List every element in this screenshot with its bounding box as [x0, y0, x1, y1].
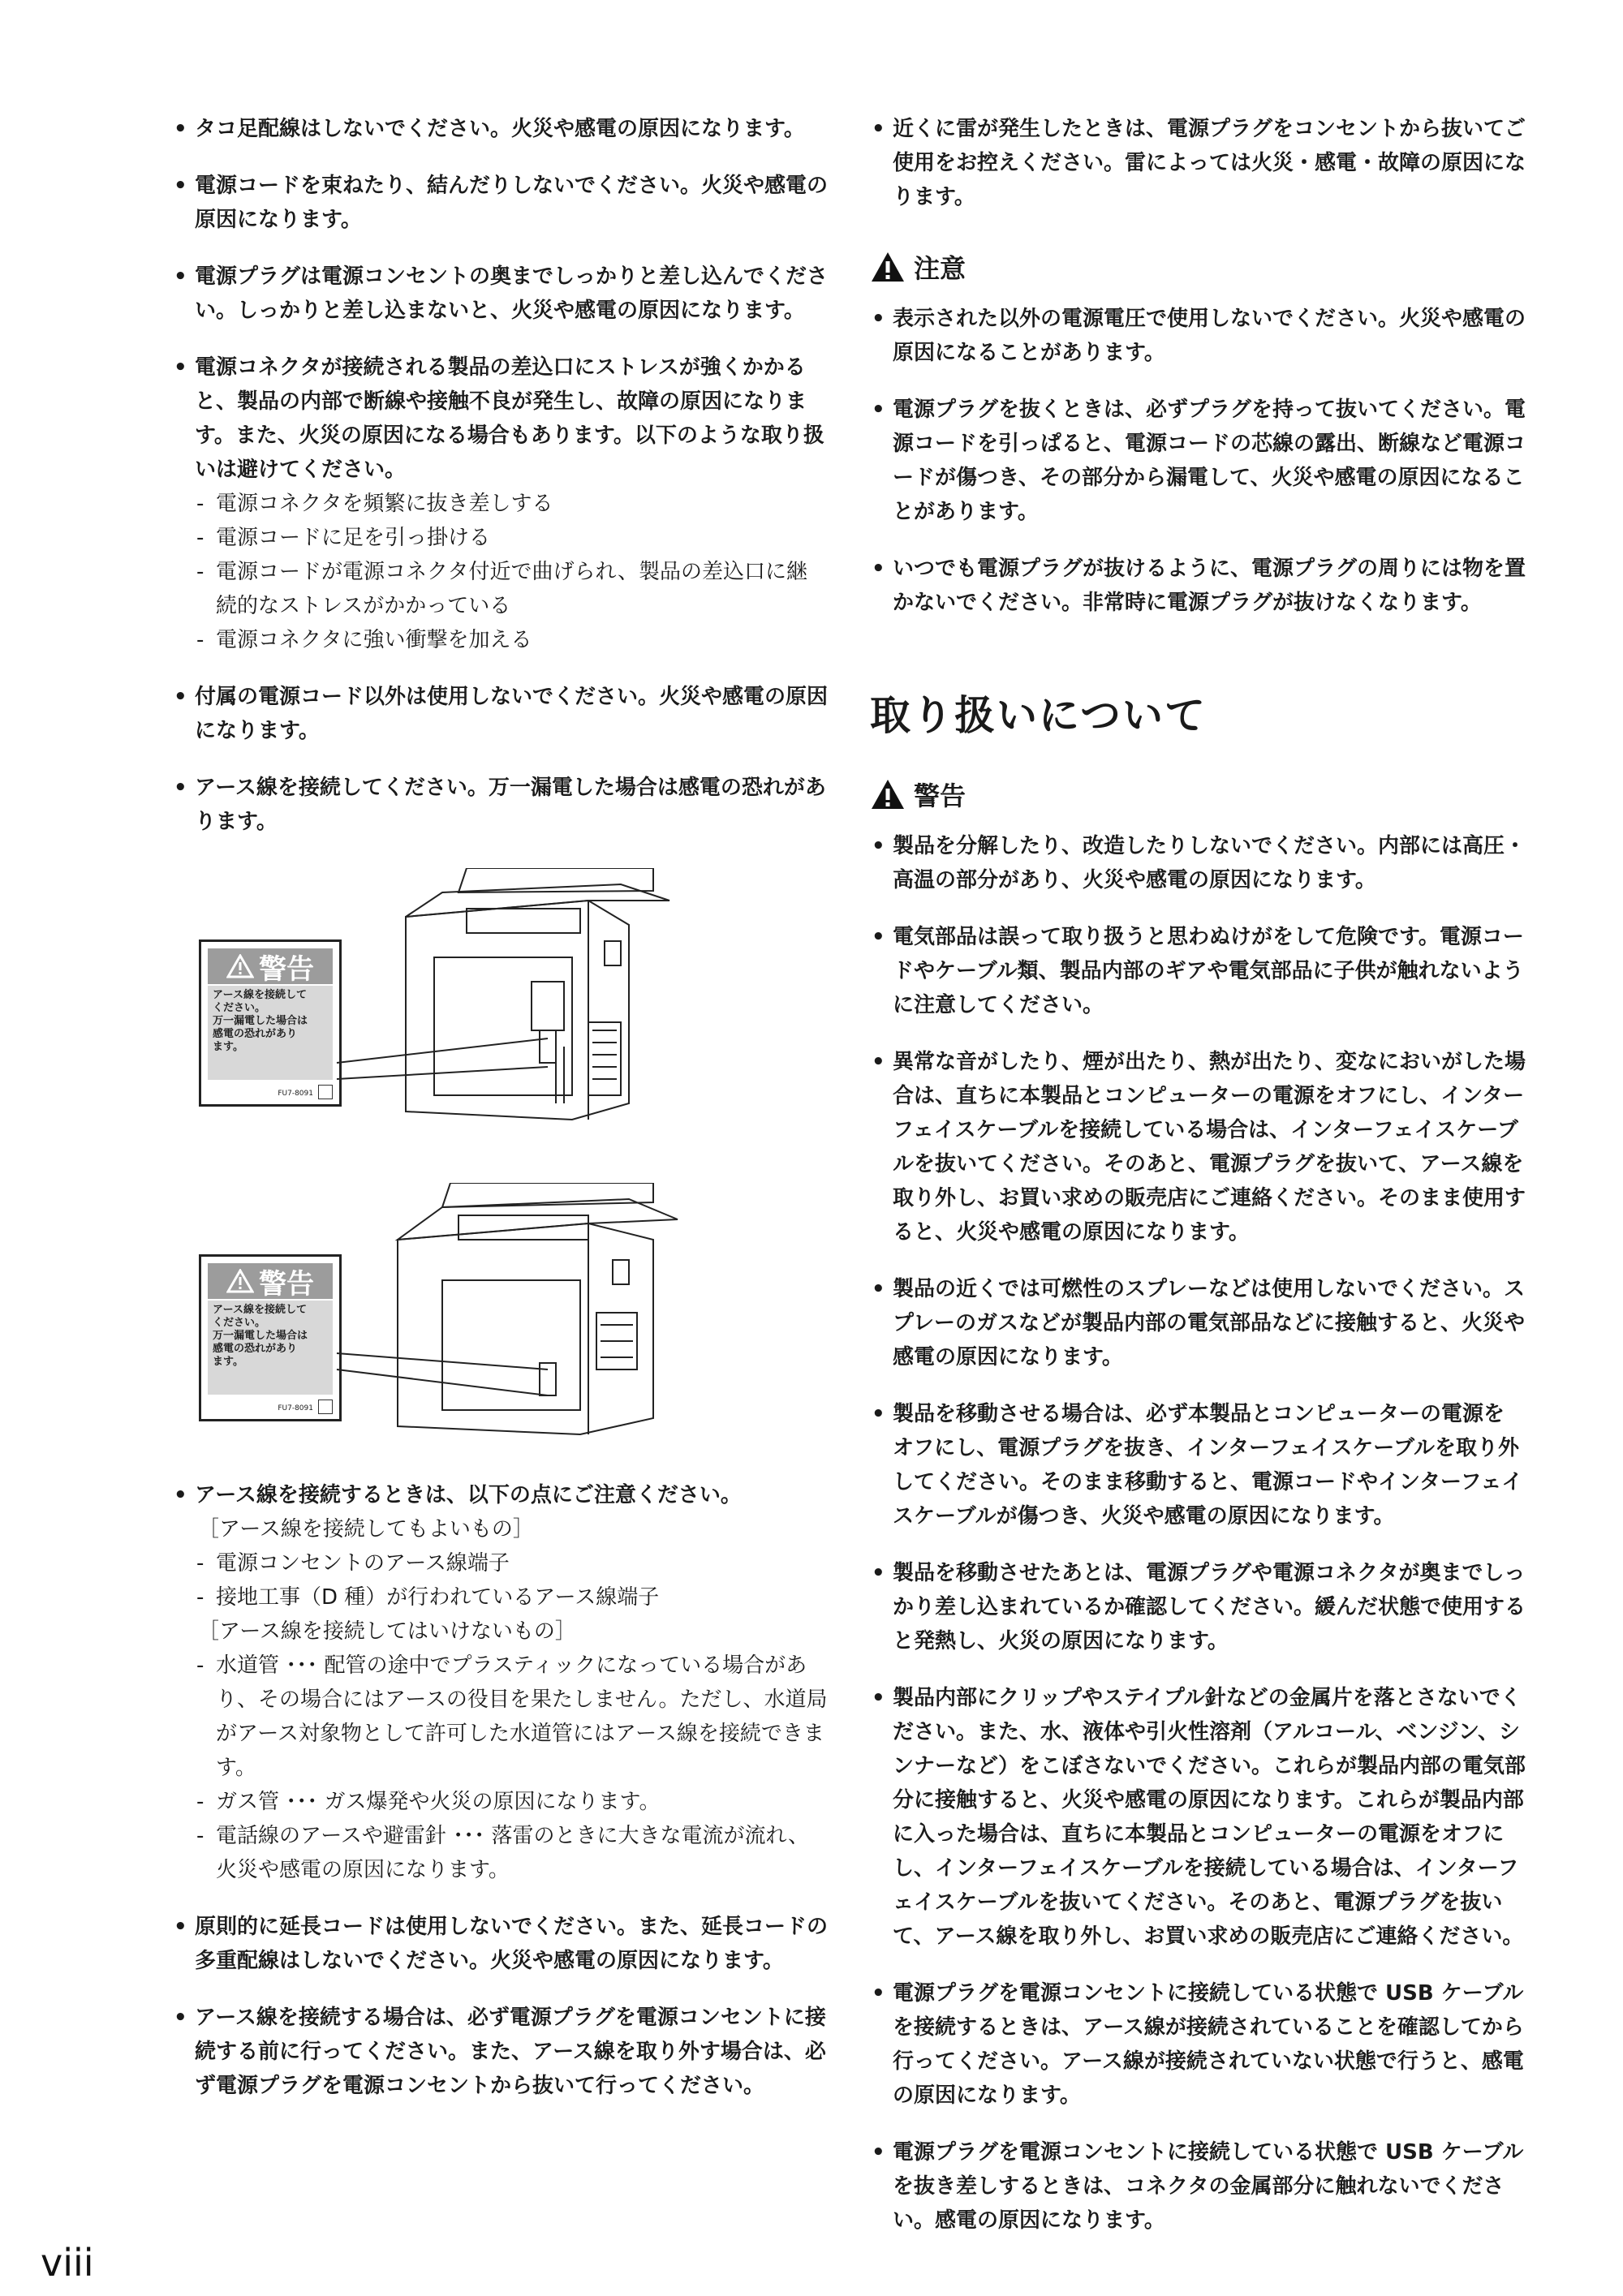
bullet-item: • 製品内部にクリップやステイプル針などの金属片を落とさないでください。また、水、液体や引火性溶剤（アルコール、ベンジン、シンナーなど）をこぼさないでください。これらが製品内部の電気部分に接触すると、火災や感電の原因になります。これらが製品内部に入った場合は、直ちに本製品とコンピューターの電源をオフにし、インターフェイスケーブルを接続している場合は、インターフェイスケーブルを抜いてください。そのあと、電源プラグを抜いて、アース線を取り外し、お買い求めの販売店にご連絡ください。 [870, 1681, 1526, 1954]
bullet-item: • 電源プラグを電源コンセントに接続している状態で USB ケーブルを抜き差しするときは、コネクタの金属部分に触れないでください。感電の原因になります。 [870, 2135, 1526, 2238]
sub-list [195, 487, 828, 657]
bullet-item: • 製品を分解したり、改造したりしないでください。内部には高圧・高温の部分があり、火災や感電の原因になります。 [870, 829, 1526, 897]
printer-drawing [199, 868, 686, 1136]
bullet-item: • 電源プラグを電源コンセントに接続している状態で USB ケーブルを接続するときは、アース線が接続されていることを確認してから行ってください。アース線が接続されていない状態で行うと、感電の原因になります。 [870, 1976, 1526, 2113]
section-title: 取り扱いについて [870, 678, 1218, 746]
warning-triangle-icon [870, 778, 906, 810]
bullet-item: • 電源プラグは電源コンセントの奥までしっかりと差し込んでください。しっかりと差し込まないと、火災や感電の原因になります。 [172, 260, 828, 328]
right-column [870, 112, 1526, 2260]
bullet-item: • 製品の近くでは可燃性のスプレーなどは使用しないでください。スプレーのガスなどが製品内部の電気部品などに接触すると、火災や感電の原因になります。 [870, 1272, 1526, 1374]
label-code: FU7-8091 [278, 1090, 313, 1098]
bullet-item: • 電源コードを束ねたり、結んだりしないでください。火災や感電の原因になります。 [172, 169, 828, 237]
warning-label-header: 警告 [208, 948, 333, 984]
sub-item: - 電話線のアースや避雷針 ･･･ 落雷のときに大きな電流が流れ、火災や感電の原因になります。 [195, 1819, 828, 1887]
bullet-item: • 電気部品は誤って取り扱うと思わぬけがをして危険です。電源コードやケーブル類、製品内部のギアや電気部品に子供が触れないように注意してください。 [870, 920, 1526, 1022]
bullet-item: • 異常な音がしたり、煙が出たり、熱が出たり、変なにおいがした場合は、直ちに本製品とコンピューターの電源をオフにし、インターフェイスケーブルを接続している場合は、インターフェイスケーブルを抜いてください。そのあと、電源プラグを抜いて、アース線を取り外し、お買い求めの販売店にご連絡ください。そのまま使用すると、火災や感電の原因になります。 [870, 1045, 1526, 1249]
sub-item: - 電源コードに足を引っ掛ける [195, 521, 828, 555]
bullet-item: • 電源プラグを抜くときは、必ずプラグを持って抜いてください。電源コードを引っぱると、電源コードの芯線の露出、断線など電源コードが傷つき、その部分から漏電して、火災や感電の原因になることがあります。 [870, 393, 1526, 529]
warning-label-text: アース線を接続して ください。 万一漏電した場合は 感電の恐れがあり ます。 [208, 986, 333, 1080]
caution-bullets [870, 302, 1526, 620]
sub-item: - 水道管 ･･･ 配管の途中でプラスティックになっている場合があり、その場合にはアースの役目を果たしません。ただし、水道局がアース対象物として許可した水道管にはアース線を接続できます。 [195, 1649, 828, 1785]
warning-bullets [870, 829, 1526, 2238]
bullet-item: • 近くに雷が発生したときは、電源プラグをコンセントから抜いてご使用をお控えください。雷によっては火災・感電・故障の原因になります。 [870, 112, 1526, 214]
sub-item: - 電源コネクタに強い衝撃を加える [195, 623, 828, 657]
printer-drawing [199, 1183, 686, 1451]
bullet-item: • 製品を移動させる場合は、必ず本製品とコンピューターの電源をオフにし、電源プラグを抜き、インターフェイスケーブルを取り外してください。そのまま移動すると、電源コードやインターフェイスケーブルが傷つき、火災や感電の原因になります。 [870, 1397, 1526, 1533]
bullet-item: • アース線を接続するときは、以下の点にご注意ください。 ［アース線を接続してもよいもの］ - 電源コンセントのアース線端子 - 接地工事（D 種）が行われているアース線端子 ［アース線を接続してはいけないもの］ - 水道管 ･･･ 配管の途中でプラスティックになっている場合があり、その場合にはアースの役目を果たしません。ただし、水道局がアース対象物として許可した水道管にはアース線を接続できます。 - ガス管 ･･･ ガス爆発や火災の原因になります。 - 電話線のアースや避雷針 ･･･ 落雷のときに大きな電流が流れ、火災や感電の原因になります。 [172, 1478, 828, 1887]
left-bullets-bottom [172, 1478, 828, 2103]
page-number: viii [41, 2241, 94, 2285]
right-bullets-top [870, 112, 1526, 214]
bullet-item: • タコ足配線はしないでください。火災や感電の原因になります。 [172, 112, 828, 146]
sub-item: - ガス管 ･･･ ガス爆発や火災の原因になります。 [195, 1785, 828, 1819]
section-title-underline [870, 738, 1223, 753]
label-code: FU7-8091 [278, 1404, 313, 1412]
sub-list [195, 1512, 828, 1887]
bullet-item: • 原則的に延長コードは使用しないでください。また、延長コードの多重配線はしないでください。火災や感電の原因になります。 [172, 1910, 828, 1978]
bullet-item: • 製品を移動させたあとは、電源プラグや電源コネクタが奥までしっかり差し込まれているか確認してください。緩んだ状態で使用すると発熱し、火災の原因になります。 [870, 1556, 1526, 1658]
sub-item: - 電源コネクタを頻繁に抜き差しする [195, 487, 828, 521]
printer-rear-illustration-2 [199, 1183, 686, 1451]
warning-label-text: アース線を接続して ください。 万一漏電した場合は 感電の恐れがあり ます。 [208, 1301, 333, 1395]
caution-heading: 注意 [870, 247, 1526, 287]
sub-heading: ［アース線を接続してはいけないもの］ [198, 1619, 576, 1644]
left-column-lower [172, 1478, 828, 2126]
caution-triangle-icon [870, 251, 906, 283]
bullet-item: • アース線を接続してください。万一漏電した場合は感電の恐れがあります。 [172, 771, 828, 839]
left-bullets-top [172, 112, 828, 839]
warning-heading: 警告 [870, 774, 1526, 815]
bullet-item: • 付属の電源コード以外は使用しないでください。火災や感電の原因になります。 [172, 680, 828, 748]
warning-label-header: 警告 [208, 1263, 333, 1299]
bullet-item: • いつでも電源プラグが抜けるように、電源プラグの周りには物を置かないでください。非常時に電源プラグが抜けなくなります。 [870, 552, 1526, 620]
left-column [172, 112, 828, 862]
bullet-item: • アース線を接続する場合は、必ず電源プラグを電源コンセントに接続する前に行ってください。また、アース線を取り外す場合は、必ず電源プラグを電源コンセントから抜いて行ってください。 [172, 2001, 828, 2103]
bullet-item: • 電源コネクタが接続される製品の差込口にストレスが強くかかると、製品の内部で断線や接触不良が発生し、故障の原因になります。また、火災の原因になる場合もあります。以下のような取り扱いは避けてください。 - 電源コネクタを頻繁に抜き差しする - 電源コードに足を引っ掛ける - 電源コードが電源コネクタ付近で曲げられ、製品の差込口に継続的なストレスがかかっている - 電源コネクタに強い衝撃を加える [172, 350, 828, 657]
bullet-item: • 表示された以外の電源電圧で使用しないでください。火災や感電の原因になることがあります。 [870, 302, 1526, 370]
sub-item: - 電源コードが電源コネクタ付近で曲げられ、製品の差込口に継続的なストレスがかかっている [195, 555, 828, 623]
sub-item: - 電源コンセントのアース線端子 [195, 1546, 828, 1580]
printer-rear-illustration-1 [199, 868, 686, 1136]
sub-item: - 接地工事（D 種）が行われているアース線端子 [195, 1580, 828, 1615]
sub-heading: ［アース線を接続してもよいもの］ [198, 1517, 534, 1541]
